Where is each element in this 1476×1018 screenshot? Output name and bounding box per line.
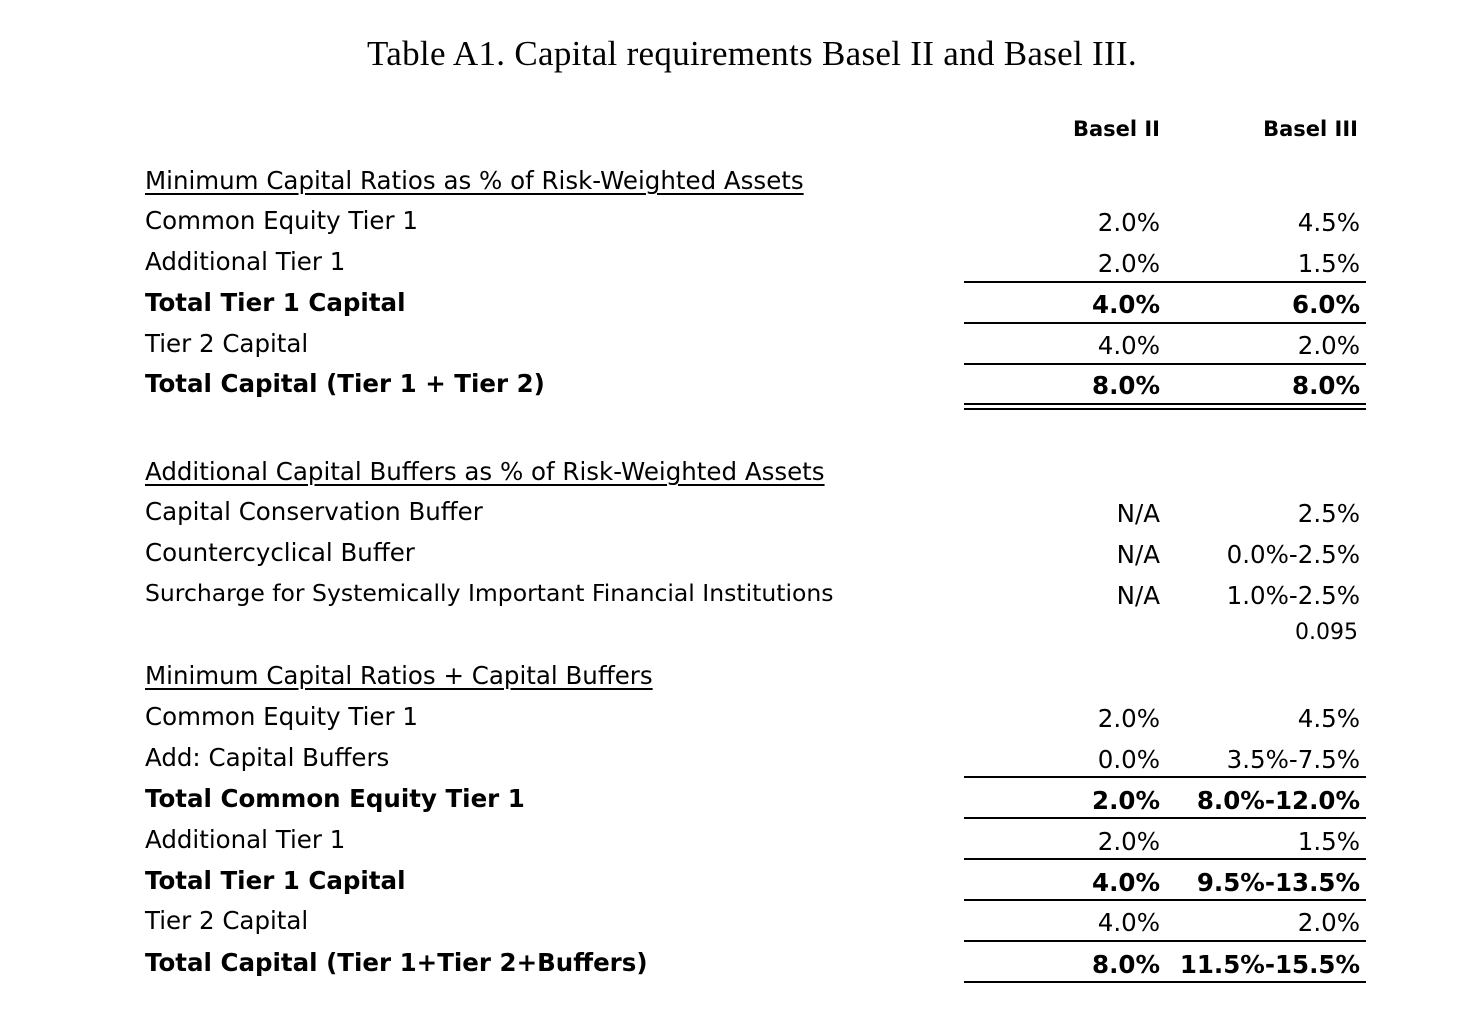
row-label: Common Equity Tier 1 (145, 702, 418, 731)
basel-ii-value: 8.0% (1092, 371, 1160, 400)
subtotal-rule (964, 363, 1366, 365)
row-label: Tier 2 Capital (145, 329, 309, 358)
subtotal-rule (964, 858, 1366, 860)
basel-iii-value: 2.0% (1297, 331, 1360, 360)
table-row (0, 743, 1476, 777)
table-row (0, 288, 1476, 322)
basel-iii-value: 11.5%-15.5% (1179, 950, 1360, 979)
table-row (0, 825, 1476, 859)
basel-iii-value: 8.0% (1292, 371, 1360, 400)
table-row (0, 497, 1476, 531)
basel-iii-value: 2.5% (1297, 499, 1360, 528)
table-row (0, 866, 1476, 900)
row-label: Tier 2 Capital (145, 906, 309, 935)
basel-ii-value: N/A (1116, 581, 1160, 610)
table-row (0, 329, 1476, 363)
row-label: Common Equity Tier 1 (145, 206, 418, 235)
basel-ii-value: 2.0% (1097, 704, 1160, 733)
section-heading-ratios-plus-buffers: Minimum Capital Ratios + Capital Buffers (145, 661, 653, 690)
basel-iii-value: 0.095 (1295, 620, 1358, 645)
section-heading-capital-buffers: Additional Capital Buffers as % of Risk-Weighted Assets (145, 457, 825, 486)
basel-ii-value: 4.0% (1097, 908, 1160, 937)
row-label: Total Tier 1 Capital (145, 866, 406, 895)
basel-ii-value: 4.0% (1097, 331, 1160, 360)
table-row (0, 618, 1476, 652)
basel-ii-value: N/A (1116, 499, 1160, 528)
table-row (0, 206, 1476, 240)
basel-iii-value: 4.5% (1297, 208, 1360, 237)
basel-iii-value: 0.0%-2.5% (1226, 540, 1360, 569)
basel-ii-value: 0.0% (1097, 745, 1160, 774)
row-label: Additional Tier 1 (145, 247, 346, 276)
basel-iii-value: 2.0% (1297, 908, 1360, 937)
row-label: Add: Capital Buffers (145, 743, 390, 772)
basel-iii-value: 1.5% (1297, 827, 1360, 856)
subtotal-rule (964, 817, 1366, 819)
basel-iii-value: 1.5% (1297, 249, 1360, 278)
basel-ii-value: 8.0% (1092, 950, 1160, 979)
basel-iii-value: 4.5% (1297, 704, 1360, 733)
basel-ii-value: 4.0% (1092, 868, 1160, 897)
section-heading-minimum-ratios: Minimum Capital Ratios as % of Risk-Weighted Assets (145, 166, 804, 195)
basel-ii-value: 4.0% (1092, 290, 1160, 319)
basel-ii-value: 2.0% (1097, 827, 1160, 856)
table-row (0, 948, 1476, 982)
column-header-basel-ii: Basel II (1072, 117, 1160, 141)
basel-iii-value: 9.5%-13.5% (1196, 868, 1360, 897)
basel-ii-value: N/A (1116, 540, 1160, 569)
row-label: Additional Tier 1 (145, 825, 346, 854)
basel-iii-value: 8.0%-12.0% (1196, 786, 1360, 815)
basel-ii-value: 2.0% (1092, 786, 1160, 815)
subtotal-rule (964, 940, 1366, 942)
basel-ii-value: 2.0% (1097, 249, 1160, 278)
table-row (0, 702, 1476, 736)
table-row (0, 538, 1476, 572)
subtotal-rule (964, 899, 1366, 901)
total-double-rule (964, 403, 1366, 410)
row-label: Total Tier 1 Capital (145, 288, 406, 317)
subtotal-rule (964, 281, 1366, 283)
basel-iii-value: 6.0% (1292, 290, 1360, 319)
table-row (0, 579, 1476, 613)
table-row (0, 369, 1476, 403)
row-label: Total Capital (Tier 1+Tier 2+Buffers) (145, 948, 648, 977)
column-header-basel-iii: Basel III (1263, 117, 1358, 141)
row-label: Capital Conservation Buffer (145, 497, 483, 526)
basel-iii-value: 1.0%-2.5% (1226, 581, 1360, 610)
subtotal-rule (964, 776, 1366, 778)
row-label: Total Capital (Tier 1 + Tier 2) (145, 369, 545, 398)
basel-ii-value: 2.0% (1097, 208, 1160, 237)
table-row (0, 784, 1476, 818)
row-label: Total Common Equity Tier 1 (145, 784, 525, 813)
row-label: Countercyclical Buffer (145, 538, 415, 567)
basel-iii-value: 3.5%-7.5% (1226, 745, 1360, 774)
row-label: Surcharge for Systemically Important Financial Institutions (145, 579, 834, 607)
table-title: Table A1. Capital requirements Basel II and Basel III. (367, 34, 1137, 73)
subtotal-rule (964, 322, 1366, 324)
table-row (0, 247, 1476, 281)
table-row (0, 906, 1476, 940)
total-rule (964, 981, 1366, 983)
